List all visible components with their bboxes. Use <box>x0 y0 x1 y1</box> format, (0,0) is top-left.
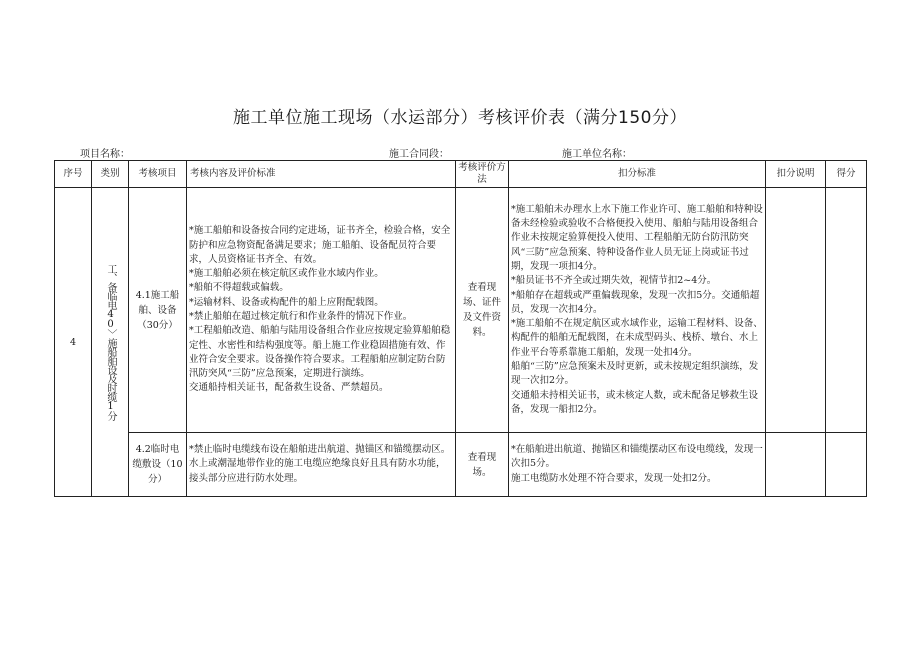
deduction-line: 交通船未持相关证书，或未核定人数，或未配备足够救生设备，发现一船扣2分。 <box>511 389 759 415</box>
table-row <box>55 433 867 497</box>
deduction-line: 船舶“三防”应急预案未及时更新，或未按规定组织演练，发现一次扣2分。 <box>511 361 759 387</box>
method-text: 查看现场、证件及文件资料。 <box>462 282 501 338</box>
category-cell <box>92 188 129 497</box>
unit-name-label: 施工单位名称： <box>562 149 632 160</box>
criteria-line: *禁止临时电缆线布设在船舶进出航道、抛锚区和锚缆摆动区。 <box>189 444 451 456</box>
criteria-line: 交通船持相关证书，配备救生设备、严禁超员。 <box>189 382 389 394</box>
header-category: 类别 <box>92 161 129 188</box>
deduction-line: 施工电缆防水处理不符合要求，发现一处扣2分。 <box>511 472 717 484</box>
explanation-cell[interactable] <box>766 433 826 497</box>
criteria-cell <box>187 188 456 433</box>
table-row <box>55 188 867 433</box>
method-cell <box>456 188 509 433</box>
criteria-cell <box>187 433 456 497</box>
criteria-line: *工程船舶改造、船舶与陆用设备组合作业应按规定验算船舶稳定性、水密性和结构强度等。船上施工作业稳固措施有效、作业符合安全要求。设备操作符合要求。工程船舶应制定防台防汛防突风“三防”应急预案，定期进行演练。 <box>189 325 451 380</box>
criteria-line: *施工船舶必须在核定航区或作业水域内作业。 <box>189 268 384 280</box>
criteria-line: 水上或潮湿地带作业的施工电缆应绝缘良好且具有防水功能，接头部分应进行防水处理。 <box>189 458 446 484</box>
score-cell[interactable] <box>826 433 867 497</box>
contract-section-label: 施工合同段： <box>389 149 449 160</box>
item-cell <box>129 188 187 433</box>
category-text: 工、备临电40〉施船舶设及时缆1分 <box>105 264 116 420</box>
criteria-line: *施工船舶和设备按合同约定进场，证书齐全，检验合格，安全防护和应急物资配备满足要求；施工船舶、设备配员符合要求，人员资格证书齐全、有效。 <box>189 225 451 265</box>
criteria-line: *禁止船舶在超过核定航行和作业条件的情况下作业。 <box>189 311 413 322</box>
method-cell <box>456 433 509 497</box>
page-title: 施工单位施工现场（水运部分）考核评价表（满分150分） <box>233 108 687 128</box>
deduction-cell <box>509 188 766 433</box>
explanation-cell[interactable] <box>766 188 826 433</box>
item-name: 4.1施工船舶、设备（30分） <box>135 289 180 331</box>
criteria-line: *船舶不得超载或偏载。 <box>189 282 289 294</box>
deduction-line: *船舶存在超载或严重偏载现象，发现一次扣5分。交通船超员，发现一次扣4分。 <box>511 289 760 315</box>
deduction-line: *在船舶进出航道、抛锚区和锚缆摆动区布设电缆线，发现一次扣5分。 <box>511 444 763 470</box>
deduction-line: *船员证书不齐全或过期失效，视情节扣2~4分。 <box>511 275 717 287</box>
project-name-label: 项目名称： <box>80 149 130 160</box>
score-cell[interactable] <box>826 188 867 433</box>
header-row <box>55 161 867 188</box>
deduction-line: *施工船舶未办理水上水下施工作业许可、施工船舶和特种设备未经检验或验收不合格便投入使用、船舶与陆用设备组合作业未按规定验算便投入使用、工程船舶无防台防汛防突风“三防”应急预案、特种设备作业人员无证上岗或证书过期，发现一项扣4分。 <box>511 203 763 272</box>
method-text: 查看现场。 <box>467 451 497 478</box>
criteria-line: *运输材料、设备或构配件的船上应附配载图。 <box>189 296 384 308</box>
header-deduction: 扣分标准 <box>509 161 766 188</box>
header-criteria: 考核内容及评价标准 <box>187 161 456 188</box>
deduction-line: *施工船舶不在规定航区或水域作业，运输工程材料、设备、构配件的船舶无配载图，在未成型码头、栈桥、墩台、水上作业平台等系靠施工船舶，发现一处扣4分。 <box>511 318 763 358</box>
header-seq: 序号 <box>55 161 92 188</box>
header-score: 得分 <box>826 161 867 188</box>
item-cell <box>129 433 187 497</box>
deduction-cell <box>509 433 766 497</box>
evaluation-table <box>54 160 867 497</box>
seq-cell: 4 <box>55 188 92 497</box>
header-item: 考核项目 <box>129 161 187 188</box>
item-name: 4.2临时电缆敷设（10分） <box>132 444 183 485</box>
header-explanation: 扣分说明 <box>766 161 826 188</box>
header-method: 考核评价方法 <box>456 161 509 188</box>
